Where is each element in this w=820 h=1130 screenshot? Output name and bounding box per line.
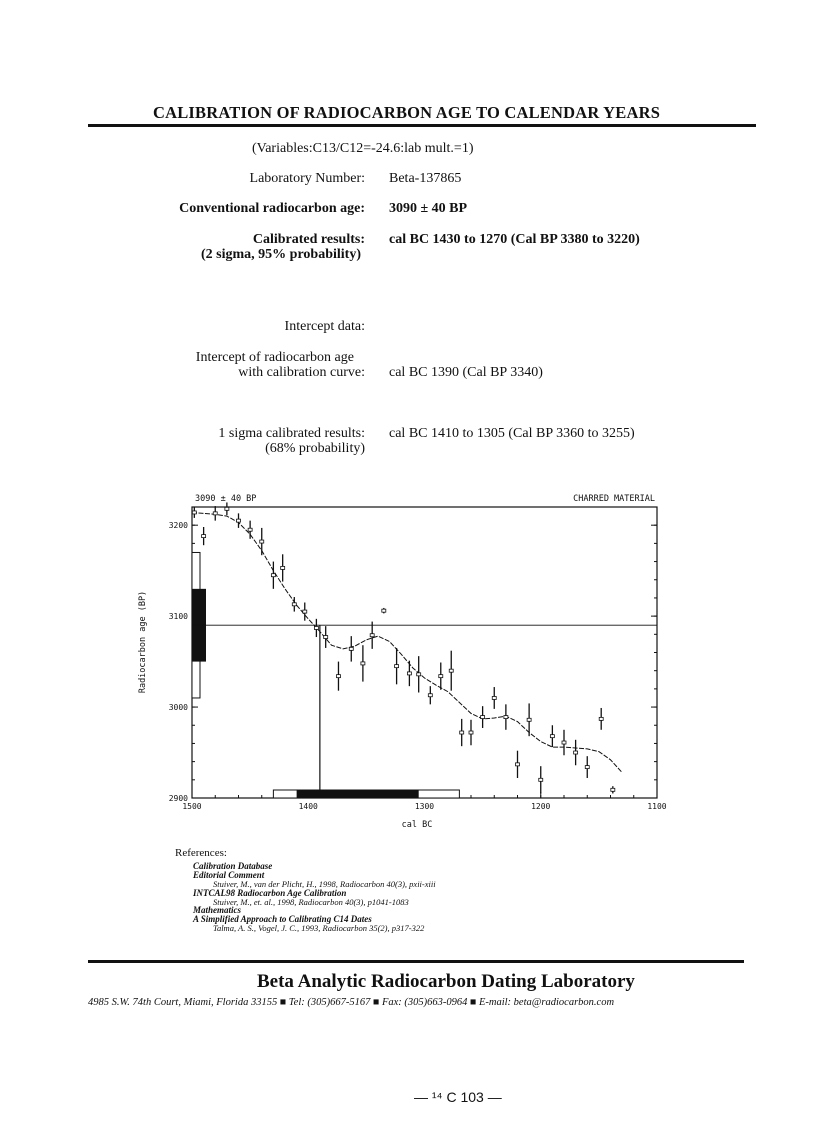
x-tick-label: 1200 [531,802,551,811]
data-point [550,735,554,738]
x-axis-label: cal BC [401,820,433,830]
reference-title: A Simplified Approach to Calibrating C14 Dates [193,914,372,924]
data-point [248,528,252,531]
references [175,848,436,933]
data-point [349,647,353,650]
intercept-value: cal BC 1390 (Cal BP 3340) [389,365,543,380]
data-point [260,540,264,543]
data-point [382,609,386,612]
y-tick-label: 3200 [168,521,188,531]
data-point [225,507,229,510]
chart-marks [192,502,657,798]
x-tick-label: 1400 [298,802,318,811]
data-point [449,669,453,672]
reference-detail: Stuiver, M., et. al., 1998, Radiocarbon 40(3), p1041-1083 [213,896,409,907]
intercept-data-label: Intercept data: [284,319,365,334]
reference-title: Editorial Comment [193,870,265,880]
calibration-chart [125,485,685,835]
calibrated-sublabel: (2 sigma, 95% probability) [201,247,361,262]
one-sigma-calendar-range [297,790,419,798]
page-number: — ¹⁴ C 103 — [414,1089,502,1105]
conventional-age-value: 3090 ± 40 BP [389,201,468,216]
axis-ticks [169,507,667,811]
y-tick-label: 2900 [168,794,188,803]
calibration-curve [192,513,622,773]
y-tick-label: 3100 [168,612,188,622]
lab-name: Beta Analytic Radiocarbon Dating Laboratory [257,971,635,992]
data-point [370,634,374,637]
page-title: CALIBRATION OF RADIOCARBON AGE TO CALENDAR YEARS [153,103,661,122]
data-point [492,696,496,699]
data-point [516,763,520,766]
one-sigma-sublabel: (68% probability) [265,441,365,456]
data-point [527,718,531,721]
data-point [271,574,275,577]
data-point [361,662,365,665]
calibrated-value: cal BC 1430 to 1270 (Cal BP 3380 to 3220) [389,232,640,247]
lab-address: 4985 S.W. 74th Court, Miami, Florida 33155 ■ Tel: (305)667-5167 ■ Fax: (305)663-0964 ■ E-mail: beta@radiocarbon.com [88,997,615,1008]
reference-title: INTCAL98 Radiocarbon Age Calibration [193,887,347,898]
data-point [213,512,217,515]
data-point [460,731,464,734]
data-point [407,672,411,675]
data-point [237,519,241,522]
chart-header-left: 3090 ± 40 BP [195,494,257,504]
data-point [324,636,328,639]
data-point [192,511,196,514]
data-point [395,665,399,668]
data-point [599,717,603,720]
lab-number-value: Beta-137865 [389,171,462,186]
data-point [574,751,578,754]
y-axis-label: Radiocarbon age (BP) [138,590,148,694]
intercept-label-line1: Intercept of radiocarbon age [195,350,354,365]
conventional-age-label: Conventional radiocarbon age: [179,201,365,216]
lab-number-label: Laboratory Number: [249,171,365,186]
data-point [585,766,589,769]
top-divider [88,124,756,127]
data-point [314,626,318,629]
data-point [469,731,473,734]
reference-detail: Talma, A. S., Vogel, J. C., 1993, Radiocarbon 35(2), p317-322 [213,923,425,933]
data-point [202,535,206,538]
x-tick-label: 1300 [414,802,435,811]
reference-title: Mathematics [193,905,242,915]
data-point [292,603,296,606]
intercept-label-line2: with calibration curve: [238,365,365,380]
data-point [562,741,566,744]
x-tick-label: 1500 [182,802,202,811]
reference-title: Calibration Database [193,861,273,871]
data-point [539,778,543,781]
reference-detail: Stuiver, M., van der Plicht, H., 1998, Radiocarbon 40(3), pxii-xiii [213,879,436,889]
data-point [481,716,485,719]
references-heading: References: [175,847,227,859]
bottom-divider [88,960,744,963]
data-point [439,675,443,678]
data-point [428,694,432,697]
y-tick-label: 3000 [168,703,188,713]
calibrated-label: Calibrated results: [252,232,365,247]
data-point [336,675,340,678]
chart-header-right: CHARRED MATERIAL [573,494,655,504]
one-sigma-value: cal BC 1410 to 1305 (Cal BP 3360 to 3255) [389,426,635,441]
data-point [417,673,421,676]
x-tick-label: 1100 [647,802,667,811]
one-sigma-label: 1 sigma calibrated results: [218,426,365,441]
variables-line: (Variables:C13/C12=-24.6:lab mult.=1) [252,141,474,156]
data-point [611,788,615,791]
data-point [504,716,508,719]
data-point [303,610,307,613]
data-point [281,566,285,569]
